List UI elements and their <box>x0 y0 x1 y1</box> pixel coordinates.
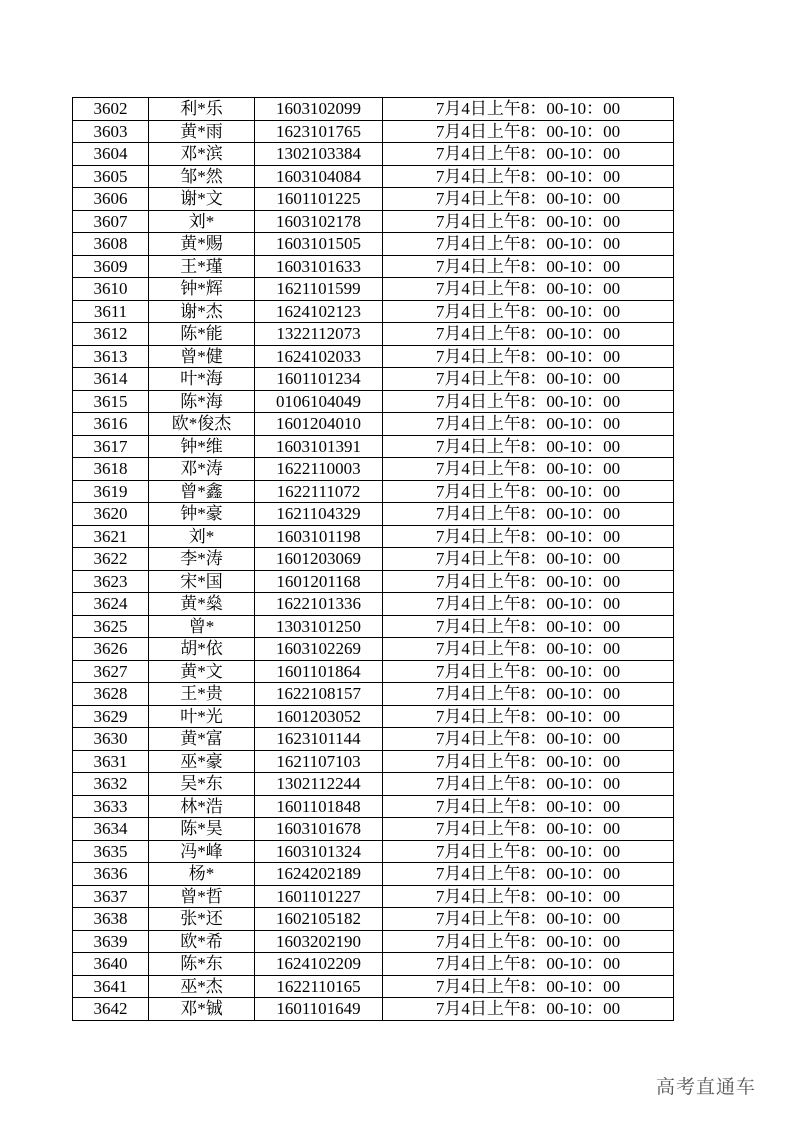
name-cell: 冯*峰 <box>149 840 255 863</box>
table-row <box>73 705 674 728</box>
id-cell: 1603102178 <box>255 210 383 233</box>
id-cell: 1603102269 <box>255 638 383 661</box>
seq-cell: 3632 <box>73 773 149 796</box>
seq-cell: 3626 <box>73 638 149 661</box>
seq-cell: 3614 <box>73 368 149 391</box>
id-cell: 1623101765 <box>255 120 383 143</box>
id-cell: 1603101391 <box>255 435 383 458</box>
table-row <box>73 773 674 796</box>
id-cell: 1601101649 <box>255 998 383 1021</box>
id-cell: 1302103384 <box>255 143 383 166</box>
seq-cell: 3612 <box>73 323 149 346</box>
id-cell: 1603102099 <box>255 98 383 121</box>
name-cell: 胡*依 <box>149 638 255 661</box>
name-cell: 林*浩 <box>149 795 255 818</box>
time-cell: 7月4日上午8：00-10：00 <box>383 593 674 616</box>
name-cell: 杨* <box>149 863 255 886</box>
roster-table <box>72 97 674 1021</box>
time-cell: 7月4日上午8：00-10：00 <box>383 120 674 143</box>
name-cell: 刘* <box>149 210 255 233</box>
time-cell: 7月4日上午8：00-10：00 <box>383 480 674 503</box>
id-cell: 0106104049 <box>255 390 383 413</box>
time-cell: 7月4日上午8：00-10：00 <box>383 818 674 841</box>
time-cell: 7月4日上午8：00-10：00 <box>383 953 674 976</box>
name-cell: 巫*杰 <box>149 975 255 998</box>
name-cell: 王*瑾 <box>149 255 255 278</box>
id-cell: 1322112073 <box>255 323 383 346</box>
id-cell: 1622101336 <box>255 593 383 616</box>
table-row <box>73 593 674 616</box>
name-cell: 利*乐 <box>149 98 255 121</box>
id-cell: 1603202190 <box>255 930 383 953</box>
seq-cell: 3642 <box>73 998 149 1021</box>
name-cell: 陈*能 <box>149 323 255 346</box>
name-cell: 巫*豪 <box>149 750 255 773</box>
seq-cell: 3606 <box>73 188 149 211</box>
name-cell: 黄*文 <box>149 660 255 683</box>
seq-cell: 3619 <box>73 480 149 503</box>
id-cell: 1601101848 <box>255 795 383 818</box>
id-cell: 1624202189 <box>255 863 383 886</box>
table-row <box>73 300 674 323</box>
seq-cell: 3628 <box>73 683 149 706</box>
table-row <box>73 503 674 526</box>
time-cell: 7月4日上午8：00-10：00 <box>383 323 674 346</box>
seq-cell: 3609 <box>73 255 149 278</box>
time-cell: 7月4日上午8：00-10：00 <box>383 705 674 728</box>
table-row <box>73 233 674 256</box>
time-cell: 7月4日上午8：00-10：00 <box>383 885 674 908</box>
id-cell: 1603101198 <box>255 525 383 548</box>
name-cell: 刘* <box>149 525 255 548</box>
seq-cell: 3615 <box>73 390 149 413</box>
name-cell: 曾*健 <box>149 345 255 368</box>
name-cell: 王*贵 <box>149 683 255 706</box>
name-cell: 邓*滨 <box>149 143 255 166</box>
time-cell: 7月4日上午8：00-10：00 <box>383 390 674 413</box>
table-row <box>73 998 674 1021</box>
time-cell: 7月4日上午8：00-10：00 <box>383 98 674 121</box>
time-cell: 7月4日上午8：00-10：00 <box>383 278 674 301</box>
time-cell: 7月4日上午8：00-10：00 <box>383 300 674 323</box>
id-cell: 1603101324 <box>255 840 383 863</box>
name-cell: 曾*哲 <box>149 885 255 908</box>
roster-body <box>73 98 674 1021</box>
name-cell: 陈*海 <box>149 390 255 413</box>
seq-cell: 3607 <box>73 210 149 233</box>
time-cell: 7月4日上午8：00-10：00 <box>383 998 674 1021</box>
name-cell: 钟*辉 <box>149 278 255 301</box>
time-cell: 7月4日上午8：00-10：00 <box>383 210 674 233</box>
name-cell: 钟*维 <box>149 435 255 458</box>
time-cell: 7月4日上午8：00-10：00 <box>383 773 674 796</box>
name-cell: 曾* <box>149 615 255 638</box>
seq-cell: 3608 <box>73 233 149 256</box>
table-row <box>73 683 674 706</box>
id-cell: 1621107103 <box>255 750 383 773</box>
seq-cell: 3616 <box>73 413 149 436</box>
time-cell: 7月4日上午8：00-10：00 <box>383 548 674 571</box>
seq-cell: 3610 <box>73 278 149 301</box>
table-row <box>73 525 674 548</box>
table-row <box>73 323 674 346</box>
table-row <box>73 368 674 391</box>
table-row <box>73 908 674 931</box>
table-row <box>73 480 674 503</box>
table-row <box>73 863 674 886</box>
time-cell: 7月4日上午8：00-10：00 <box>383 975 674 998</box>
seq-cell: 3634 <box>73 818 149 841</box>
table-row <box>73 953 674 976</box>
seq-cell: 3631 <box>73 750 149 773</box>
table-row <box>73 165 674 188</box>
seq-cell: 3633 <box>73 795 149 818</box>
table-row <box>73 188 674 211</box>
table-row <box>73 210 674 233</box>
name-cell: 谢*文 <box>149 188 255 211</box>
id-cell: 1623101144 <box>255 728 383 751</box>
time-cell: 7月4日上午8：00-10：00 <box>383 525 674 548</box>
id-cell: 1621101599 <box>255 278 383 301</box>
seq-cell: 3620 <box>73 503 149 526</box>
table-row <box>73 975 674 998</box>
name-cell: 宋*国 <box>149 570 255 593</box>
time-cell: 7月4日上午8：00-10：00 <box>383 503 674 526</box>
table-row <box>73 98 674 121</box>
seq-cell: 3640 <box>73 953 149 976</box>
seq-cell: 3602 <box>73 98 149 121</box>
id-cell: 1603101678 <box>255 818 383 841</box>
watermark-text: 高考直通车 <box>656 1076 757 1098</box>
id-cell: 1302112244 <box>255 773 383 796</box>
seq-cell: 3630 <box>73 728 149 751</box>
name-cell: 黄*富 <box>149 728 255 751</box>
id-cell: 1601201168 <box>255 570 383 593</box>
seq-cell: 3625 <box>73 615 149 638</box>
name-cell: 黄*赐 <box>149 233 255 256</box>
time-cell: 7月4日上午8：00-10：00 <box>383 165 674 188</box>
name-cell: 邓*涛 <box>149 458 255 481</box>
id-cell: 1622110003 <box>255 458 383 481</box>
name-cell: 张*还 <box>149 908 255 931</box>
table-row <box>73 120 674 143</box>
seq-cell: 3604 <box>73 143 149 166</box>
table-row <box>73 458 674 481</box>
name-cell: 叶*光 <box>149 705 255 728</box>
table-row <box>73 638 674 661</box>
time-cell: 7月4日上午8：00-10：00 <box>383 143 674 166</box>
time-cell: 7月4日上午8：00-10：00 <box>383 233 674 256</box>
name-cell: 吴*东 <box>149 773 255 796</box>
name-cell: 邓*铖 <box>149 998 255 1021</box>
table-row <box>73 345 674 368</box>
id-cell: 1601203052 <box>255 705 383 728</box>
id-cell: 1624102033 <box>255 345 383 368</box>
id-cell: 1601203069 <box>255 548 383 571</box>
seq-cell: 3621 <box>73 525 149 548</box>
table-row <box>73 255 674 278</box>
id-cell: 1603101633 <box>255 255 383 278</box>
time-cell: 7月4日上午8：00-10：00 <box>383 570 674 593</box>
seq-cell: 3617 <box>73 435 149 458</box>
table-row <box>73 435 674 458</box>
id-cell: 1601101227 <box>255 885 383 908</box>
time-cell: 7月4日上午8：00-10：00 <box>383 683 674 706</box>
seq-cell: 3639 <box>73 930 149 953</box>
time-cell: 7月4日上午8：00-10：00 <box>383 345 674 368</box>
id-cell: 1603101505 <box>255 233 383 256</box>
seq-cell: 3635 <box>73 840 149 863</box>
table-row <box>73 278 674 301</box>
name-cell: 欧*俊杰 <box>149 413 255 436</box>
seq-cell: 3636 <box>73 863 149 886</box>
seq-cell: 3605 <box>73 165 149 188</box>
table-row <box>73 570 674 593</box>
seq-cell: 3624 <box>73 593 149 616</box>
time-cell: 7月4日上午8：00-10：00 <box>383 435 674 458</box>
seq-cell: 3641 <box>73 975 149 998</box>
name-cell: 黄*雨 <box>149 120 255 143</box>
seq-cell: 3613 <box>73 345 149 368</box>
seq-cell: 3629 <box>73 705 149 728</box>
name-cell: 邹*然 <box>149 165 255 188</box>
name-cell: 谢*杰 <box>149 300 255 323</box>
name-cell: 钟*豪 <box>149 503 255 526</box>
time-cell: 7月4日上午8：00-10：00 <box>383 660 674 683</box>
table-row <box>73 728 674 751</box>
table-row <box>73 818 674 841</box>
time-cell: 7月4日上午8：00-10：00 <box>383 908 674 931</box>
time-cell: 7月4日上午8：00-10：00 <box>383 615 674 638</box>
id-cell: 1621104329 <box>255 503 383 526</box>
id-cell: 1601101864 <box>255 660 383 683</box>
name-cell: 叶*海 <box>149 368 255 391</box>
table-row <box>73 548 674 571</box>
name-cell: 欧*希 <box>149 930 255 953</box>
time-cell: 7月4日上午8：00-10：00 <box>383 255 674 278</box>
id-cell: 1601101234 <box>255 368 383 391</box>
time-cell: 7月4日上午8：00-10：00 <box>383 750 674 773</box>
table-row <box>73 750 674 773</box>
time-cell: 7月4日上午8：00-10：00 <box>383 413 674 436</box>
id-cell: 1624102123 <box>255 300 383 323</box>
table-row <box>73 930 674 953</box>
table-row <box>73 660 674 683</box>
id-cell: 1622110165 <box>255 975 383 998</box>
seq-cell: 3627 <box>73 660 149 683</box>
table-row <box>73 143 674 166</box>
id-cell: 1624102209 <box>255 953 383 976</box>
time-cell: 7月4日上午8：00-10：00 <box>383 840 674 863</box>
id-cell: 1622111072 <box>255 480 383 503</box>
table-row <box>73 885 674 908</box>
table-row <box>73 413 674 436</box>
id-cell: 1303101250 <box>255 615 383 638</box>
id-cell: 1601204010 <box>255 413 383 436</box>
name-cell: 李*涛 <box>149 548 255 571</box>
table-row <box>73 390 674 413</box>
id-cell: 1603104084 <box>255 165 383 188</box>
seq-cell: 3623 <box>73 570 149 593</box>
time-cell: 7月4日上午8：00-10：00 <box>383 458 674 481</box>
seq-cell: 3622 <box>73 548 149 571</box>
name-cell: 陈*昊 <box>149 818 255 841</box>
table-row <box>73 840 674 863</box>
time-cell: 7月4日上午8：00-10：00 <box>383 188 674 211</box>
time-cell: 7月4日上午8：00-10：00 <box>383 368 674 391</box>
id-cell: 1601101225 <box>255 188 383 211</box>
name-cell: 陈*东 <box>149 953 255 976</box>
time-cell: 7月4日上午8：00-10：00 <box>383 795 674 818</box>
seq-cell: 3618 <box>73 458 149 481</box>
table-row <box>73 615 674 638</box>
seq-cell: 3603 <box>73 120 149 143</box>
seq-cell: 3611 <box>73 300 149 323</box>
name-cell: 黄*燊 <box>149 593 255 616</box>
id-cell: 1622108157 <box>255 683 383 706</box>
id-cell: 1602105182 <box>255 908 383 931</box>
time-cell: 7月4日上午8：00-10：00 <box>383 930 674 953</box>
seq-cell: 3638 <box>73 908 149 931</box>
time-cell: 7月4日上午8：00-10：00 <box>383 863 674 886</box>
time-cell: 7月4日上午8：00-10：00 <box>383 728 674 751</box>
seq-cell: 3637 <box>73 885 149 908</box>
name-cell: 曾*鑫 <box>149 480 255 503</box>
time-cell: 7月4日上午8：00-10：00 <box>383 638 674 661</box>
table-row <box>73 795 674 818</box>
